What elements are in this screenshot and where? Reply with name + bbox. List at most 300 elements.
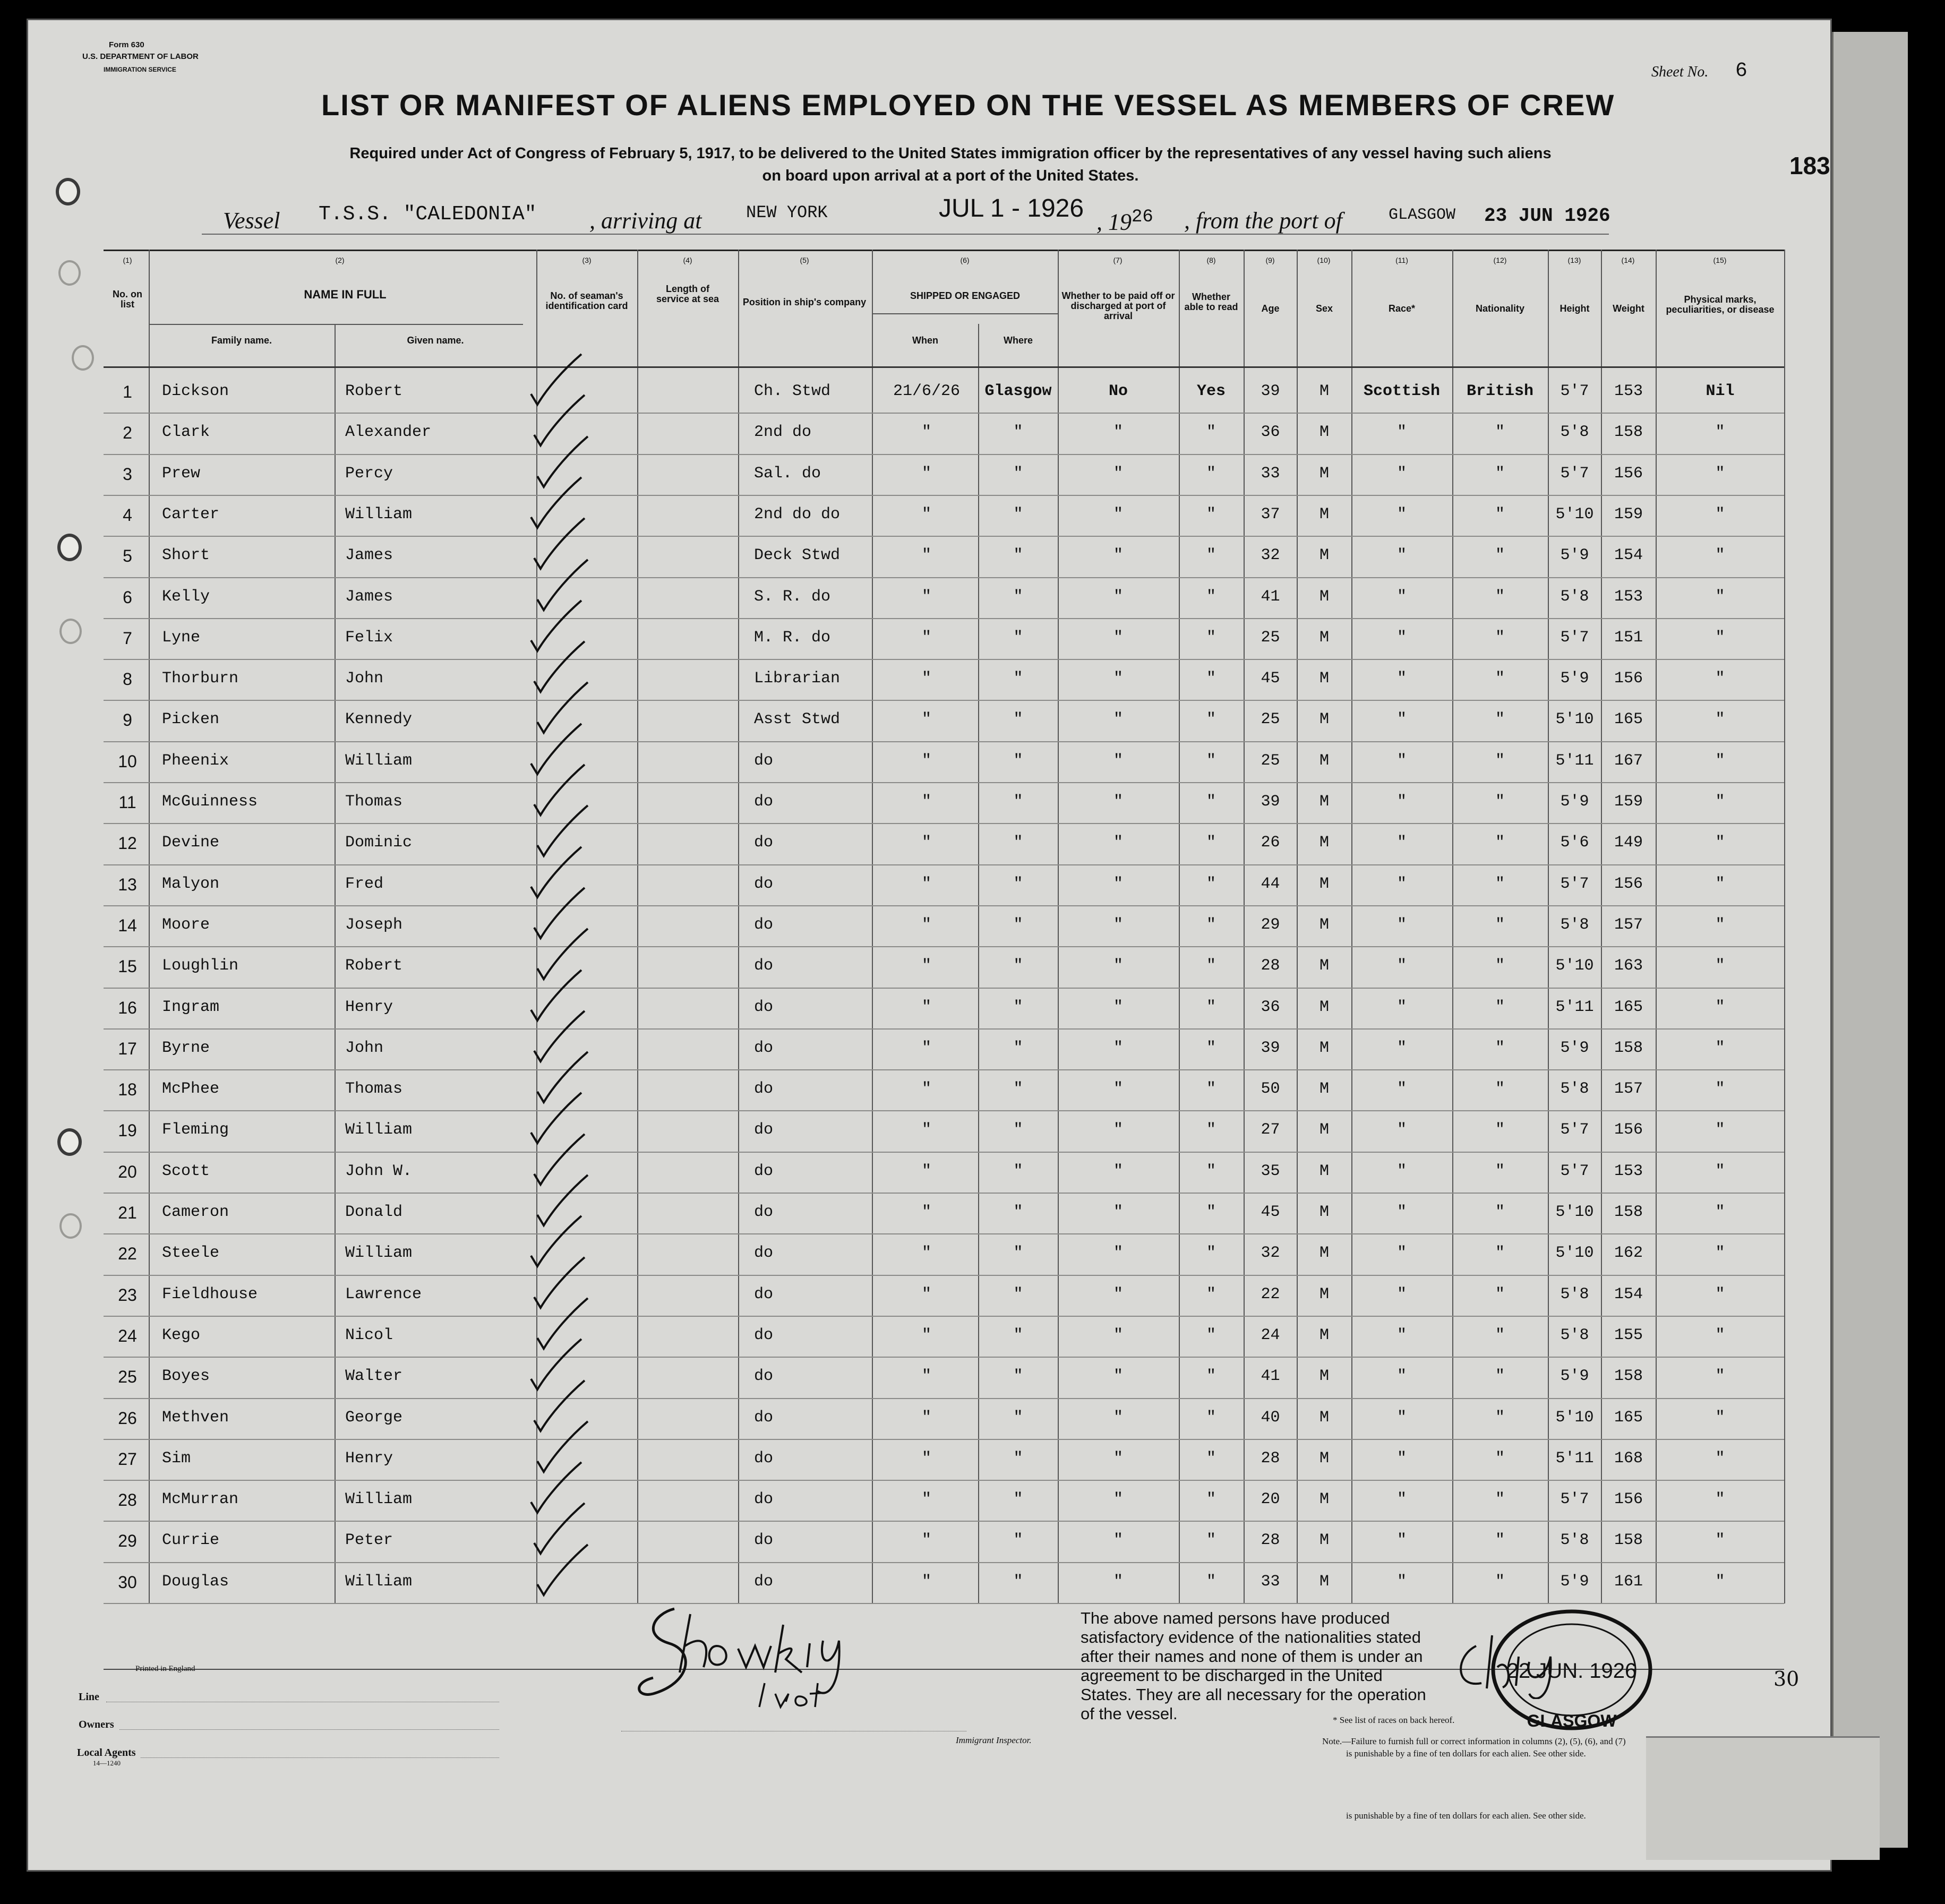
table-row — [0, 946, 1945, 987]
cell-paid: " — [1113, 915, 1123, 934]
cell-when: " — [921, 1572, 931, 1591]
col-num: (11) — [1395, 256, 1408, 264]
form-number: Form 630 — [109, 40, 144, 49]
cell-age: 26 — [1261, 834, 1280, 852]
cell-no: 3 — [123, 464, 132, 484]
penalty-note-1: Note.—Failure to furnish full or correct information in columns (2), (5), (6), and (7) — [1322, 1736, 1626, 1746]
table-row — [0, 988, 1945, 1028]
cell-when: " — [921, 670, 931, 688]
cell-age: 27 — [1261, 1121, 1280, 1139]
cell-height: 5'10 — [1555, 1203, 1594, 1221]
cell-weight: 158 — [1614, 1531, 1643, 1550]
cell-read: " — [1206, 1531, 1216, 1550]
cell-height: 5'7 — [1560, 464, 1589, 483]
cell-no: 1 — [123, 382, 132, 401]
cell-nationality: " — [1495, 670, 1505, 688]
inspector-signature-text — [669, 1603, 672, 1604]
cell-nationality: " — [1495, 1408, 1505, 1427]
col-header-length-service: Length of service at sea — [656, 284, 719, 304]
cell-paid: " — [1113, 710, 1123, 729]
cell-height: 5'8 — [1560, 423, 1589, 442]
cell-family: Fleming — [162, 1121, 229, 1139]
cell-sex: M — [1319, 915, 1329, 934]
cell-read: " — [1206, 751, 1216, 770]
cell-age: 24 — [1261, 1326, 1280, 1344]
cell-weight: 158 — [1614, 1203, 1643, 1221]
cell-sex: M — [1319, 1244, 1329, 1263]
cell-sex: M — [1319, 587, 1329, 606]
cell-nationality: " — [1495, 1326, 1505, 1344]
cell-marks: " — [1715, 587, 1725, 606]
cell-sex: M — [1319, 505, 1329, 524]
cell-age: 28 — [1261, 1449, 1280, 1468]
cell-marks: " — [1715, 1326, 1725, 1344]
binder-hole — [58, 260, 81, 286]
col-num: (5) — [800, 256, 809, 264]
cell-height: 5'8 — [1560, 915, 1589, 934]
cell-height: 5'8 — [1560, 1326, 1589, 1344]
cell-given: James — [345, 587, 393, 606]
cell-family: McPhee — [162, 1080, 220, 1099]
cell-marks: " — [1715, 998, 1725, 1016]
cell-age: 41 — [1261, 587, 1280, 606]
cell-sex: M — [1319, 874, 1329, 893]
cell-when: " — [921, 628, 931, 647]
cell-where: " — [1013, 957, 1023, 975]
cell-race: " — [1396, 998, 1407, 1016]
cell-when: " — [921, 957, 931, 975]
stamp-date-text: 22 JUN. 1926 — [1506, 1659, 1637, 1683]
consul-signature — [1444, 1625, 1572, 1699]
cell-family: Devine — [162, 834, 220, 852]
cell-age: 33 — [1261, 464, 1280, 483]
service-name: IMMIGRATION SERVICE — [104, 66, 176, 73]
cell-when: " — [921, 1121, 931, 1139]
cell-marks: " — [1715, 957, 1725, 975]
cell-race: " — [1396, 751, 1407, 770]
cell-weight: 156 — [1614, 1121, 1643, 1139]
owners-label: Owners — [79, 1719, 114, 1730]
table-row — [0, 1275, 1945, 1315]
cell-nationality: " — [1495, 464, 1505, 483]
cell-position: do — [754, 957, 774, 975]
cell-position: do — [754, 1326, 774, 1344]
cell-height: 5'9 — [1560, 1572, 1589, 1591]
cell-given: Thomas — [345, 1080, 403, 1099]
cell-height: 5'10 — [1555, 710, 1594, 729]
col-header-shipped-engaged: SHIPPED OR ENGAGED — [910, 290, 1021, 301]
cell-marks: " — [1715, 1162, 1725, 1180]
cell-family: Currie — [162, 1531, 220, 1550]
cell-where: " — [1013, 1285, 1023, 1303]
cell-no: 4 — [123, 505, 132, 525]
arriving-label: , arriving at — [589, 208, 702, 234]
cell-sex: M — [1319, 382, 1329, 400]
cell-family: Prew — [162, 464, 201, 483]
form-code: 14—1240 — [93, 1759, 121, 1767]
cell-height: 5'9 — [1560, 1367, 1589, 1386]
cell-nationality: British — [1466, 382, 1534, 400]
cell-weight: 159 — [1614, 505, 1643, 524]
cell-height: 5'10 — [1555, 505, 1594, 524]
cell-where: " — [1013, 1162, 1023, 1180]
cell-nationality: " — [1495, 423, 1505, 442]
year-suffix: 26 — [1132, 207, 1153, 227]
cell-nationality: " — [1495, 1449, 1505, 1468]
cell-given: James — [345, 546, 393, 565]
cell-where: " — [1013, 1080, 1023, 1099]
cell-when: " — [921, 423, 931, 442]
cell-where: " — [1013, 1326, 1023, 1344]
agents-rule — [141, 1757, 499, 1758]
col-num: (13) — [1567, 256, 1581, 264]
cell-family: Moore — [162, 915, 210, 934]
cell-where: " — [1013, 1408, 1023, 1427]
cell-no: 8 — [123, 670, 132, 689]
cell-nationality: " — [1495, 1121, 1505, 1139]
cell-race: " — [1396, 546, 1407, 565]
cell-read: " — [1206, 464, 1216, 483]
cell-weight: 161 — [1614, 1572, 1643, 1591]
cell-marks: " — [1715, 1121, 1725, 1139]
cell-read: " — [1206, 957, 1216, 975]
cell-age: 32 — [1261, 546, 1280, 565]
cell-weight: 157 — [1614, 1080, 1643, 1099]
cell-family: Dickson — [162, 382, 229, 400]
cell-marks: " — [1715, 505, 1725, 524]
cell-marks: " — [1715, 423, 1725, 442]
penalty-note-3: is punishable by a fine of ten dollars for each alien. See other side. — [1346, 1811, 1586, 1821]
cell-height: 5'8 — [1560, 1285, 1589, 1303]
col-num: (4) — [683, 256, 692, 264]
cell-position: do — [754, 1121, 774, 1139]
col-header-able-to-read: Whether able to read — [1184, 291, 1238, 312]
crew-count-note: 30 — [1773, 1667, 1800, 1691]
cell-position: do — [754, 1408, 774, 1427]
cell-family: McGuinness — [162, 793, 258, 811]
cell-weight: 165 — [1614, 710, 1643, 729]
year-prefix: , 19 — [1096, 209, 1132, 235]
cell-nationality: " — [1495, 1244, 1505, 1263]
stamp-place-text: GLASGOW — [1527, 1711, 1617, 1730]
cell-given: Alexander — [345, 423, 432, 442]
cell-paid: " — [1113, 546, 1123, 565]
cell-sex: M — [1319, 834, 1329, 852]
cell-race: " — [1396, 1039, 1407, 1057]
cell-marks: " — [1715, 1244, 1725, 1263]
cell-no: 29 — [118, 1531, 137, 1551]
cell-height: 5'11 — [1555, 751, 1594, 770]
cell-where: " — [1013, 628, 1023, 647]
cell-family: Picken — [162, 710, 220, 729]
cell-no: 16 — [118, 998, 137, 1017]
cell-paid: " — [1113, 874, 1123, 893]
cell-paid: " — [1113, 1203, 1123, 1221]
cell-given: Percy — [345, 464, 393, 483]
cell-family: Sim — [162, 1449, 191, 1468]
cell-age: 39 — [1261, 1039, 1280, 1057]
cell-read: " — [1206, 587, 1216, 606]
table-row — [0, 1193, 1945, 1233]
cell-where: " — [1013, 587, 1023, 606]
col-header-when: When — [912, 335, 938, 346]
cell-when: " — [921, 1203, 931, 1221]
cell-read: " — [1206, 1080, 1216, 1099]
table-row — [0, 1316, 1945, 1356]
cell-marks: " — [1715, 1531, 1725, 1550]
cell-when: " — [921, 710, 931, 729]
cell-height: 5'10 — [1555, 1408, 1594, 1427]
table-row — [0, 1357, 1945, 1397]
cell-race: " — [1396, 670, 1407, 688]
year-label — [1096, 207, 1153, 236]
cell-race: " — [1396, 423, 1407, 442]
cell-given: Peter — [345, 1531, 393, 1550]
check-mark-icon — [532, 1542, 590, 1600]
cell-weight: 162 — [1614, 1244, 1643, 1263]
cell-when: 21/6/26 — [893, 382, 961, 400]
cell-paid: " — [1113, 1244, 1123, 1263]
cell-position: do — [754, 1080, 774, 1099]
cell-family: Cameron — [162, 1203, 229, 1221]
cell-no: 26 — [118, 1408, 137, 1428]
cell-given: Dominic — [345, 834, 413, 852]
cell-position: do — [754, 1162, 774, 1180]
cell-family: Steele — [162, 1244, 220, 1263]
cell-when: " — [921, 505, 931, 524]
cell-where: " — [1013, 998, 1023, 1016]
table-row — [0, 1398, 1945, 1438]
cell-where: " — [1013, 751, 1023, 770]
cell-where: " — [1013, 915, 1023, 934]
cell-sex: M — [1319, 751, 1329, 770]
cell-height: 5'8 — [1560, 1531, 1589, 1550]
cell-read: " — [1206, 1408, 1216, 1427]
manifest-title: LIST OR MANIFEST OF ALIENS EMPLOYED ON THE VESSEL AS MEMBERS OF CREW — [321, 88, 1615, 122]
cell-sex: M — [1319, 957, 1329, 975]
cell-family: Ingram — [162, 998, 220, 1016]
col-header-name-in-full: NAME IN FULL — [304, 288, 387, 301]
cell-sex: M — [1319, 710, 1329, 729]
cell-given: William — [345, 1572, 413, 1591]
table-row — [0, 413, 1945, 453]
cell-marks: Nil — [1706, 382, 1735, 400]
cell-given: Felix — [345, 628, 393, 647]
cell-race: Scottish — [1363, 382, 1441, 400]
cell-paid: " — [1113, 957, 1123, 975]
cell-read: " — [1206, 1285, 1216, 1303]
cell-given: Donald — [345, 1203, 403, 1221]
table-row — [0, 1110, 1945, 1151]
col-header-given-name: Given name. — [407, 335, 464, 346]
printed-in-england: Printed in England — [135, 1665, 195, 1673]
cell-weight: 158 — [1614, 1367, 1643, 1386]
cell-when: " — [921, 874, 931, 893]
col-num: (9) — [1265, 256, 1275, 264]
cell-age: 28 — [1261, 1531, 1280, 1550]
from-port-label: , from the port of — [1184, 208, 1342, 234]
cell-sex: M — [1319, 793, 1329, 811]
table-row — [0, 495, 1945, 535]
col-header-age: Age — [1261, 303, 1280, 314]
cell-position: 2nd do — [754, 423, 812, 442]
cell-given: Lawrence — [345, 1285, 422, 1303]
cell-read: " — [1206, 423, 1216, 442]
cell-paid: No — [1108, 382, 1128, 400]
cell-nationality: " — [1495, 505, 1505, 524]
table-row — [0, 905, 1945, 946]
cell-weight: 167 — [1614, 751, 1643, 770]
cell-height: 5'7 — [1560, 628, 1589, 647]
cell-sex: M — [1319, 546, 1329, 565]
cell-race: " — [1396, 1490, 1407, 1509]
cell-age: 39 — [1261, 382, 1280, 400]
cell-when: " — [921, 1531, 931, 1550]
cell-no: 10 — [118, 751, 137, 771]
cell-when: " — [921, 1039, 931, 1057]
cell-paid: " — [1113, 1080, 1123, 1099]
cell-sex: M — [1319, 464, 1329, 483]
cell-no: 12 — [118, 834, 137, 853]
table-row — [0, 1069, 1945, 1110]
table-row — [0, 1152, 1945, 1192]
col-header-paid-off: Whether to be paid off or discharged at port of arrival — [1061, 290, 1175, 321]
cell-height: 5'9 — [1560, 793, 1589, 811]
cell-position: do — [754, 751, 774, 770]
cell-race: " — [1396, 1244, 1407, 1263]
table-row — [0, 536, 1945, 576]
cell-age: 50 — [1261, 1080, 1280, 1099]
cell-where: " — [1013, 1244, 1023, 1263]
cell-marks: " — [1715, 710, 1725, 729]
cell-race: " — [1396, 793, 1407, 811]
cell-when: " — [921, 915, 931, 934]
cell-read: " — [1206, 710, 1216, 729]
col-header-height: Height — [1560, 303, 1590, 314]
cell-position: do — [754, 874, 774, 893]
cell-family: McMurran — [162, 1490, 239, 1509]
cell-when: " — [921, 1162, 931, 1180]
cell-family: Boyes — [162, 1367, 210, 1386]
cell-family: Scott — [162, 1162, 210, 1180]
cell-paid: " — [1113, 1162, 1123, 1180]
cell-position: do — [754, 1449, 774, 1468]
cell-family: Carter — [162, 505, 220, 524]
cell-where: " — [1013, 1039, 1023, 1057]
cell-read: " — [1206, 1367, 1216, 1386]
cell-no: 21 — [118, 1203, 137, 1222]
cell-sex: M — [1319, 1367, 1329, 1386]
cell-nationality: " — [1495, 1203, 1505, 1221]
cell-position: 2nd do do — [754, 505, 841, 524]
cell-read: " — [1206, 874, 1216, 893]
cell-family: Pheenix — [162, 751, 229, 770]
cell-race: " — [1396, 874, 1407, 893]
cell-marks: " — [1715, 1285, 1725, 1303]
cell-nationality: " — [1495, 957, 1505, 975]
cell-weight: 156 — [1614, 1490, 1643, 1509]
cell-sex: M — [1319, 1449, 1329, 1468]
cell-height: 5'10 — [1555, 1244, 1594, 1263]
cell-nationality: " — [1495, 1039, 1505, 1057]
cell-when: " — [921, 793, 931, 811]
cell-no: 2 — [123, 423, 132, 443]
col-num: (12) — [1493, 256, 1507, 264]
table-row — [0, 1521, 1945, 1561]
col-num: (2) — [335, 256, 345, 264]
cell-paid: " — [1113, 1449, 1123, 1468]
cell-no: 7 — [123, 628, 132, 648]
cell-position: do — [754, 1039, 774, 1057]
cell-where: " — [1013, 423, 1023, 442]
header-bottom-rule — [104, 366, 1784, 368]
cell-paid: " — [1113, 587, 1123, 606]
cell-sex: M — [1319, 423, 1329, 442]
cell-age: 36 — [1261, 423, 1280, 442]
cell-nationality: " — [1495, 1572, 1505, 1591]
table-row — [0, 864, 1945, 905]
cell-marks: " — [1715, 915, 1725, 934]
cell-race: " — [1396, 1367, 1407, 1386]
cell-weight: 151 — [1614, 628, 1643, 647]
cell-race: " — [1396, 1326, 1407, 1344]
subtitle-line-1: Required under Act of Congress of February 5, 1917, to be delivered to the United States immigration officer by the representatives of any vessel having such aliens — [349, 145, 1552, 162]
cell-age: 37 — [1261, 505, 1280, 524]
cell-when: " — [921, 998, 931, 1016]
owners-rule — [119, 1729, 499, 1730]
cell-weight: 158 — [1614, 423, 1643, 442]
cell-no: 28 — [118, 1490, 137, 1510]
cell-nationality: " — [1495, 1080, 1505, 1099]
cell-age: 22 — [1261, 1285, 1280, 1303]
cell-age: 32 — [1261, 1244, 1280, 1263]
cell-given: Fred — [345, 874, 384, 893]
col-num: (8) — [1206, 256, 1216, 264]
cell-sex: M — [1319, 1121, 1329, 1139]
table-row — [0, 700, 1945, 740]
col-header-family-name: Family name. — [211, 335, 272, 346]
col-header-where: Where — [1003, 335, 1033, 346]
table-row — [0, 1562, 1945, 1602]
col-num: (7) — [1113, 256, 1123, 264]
cell-marks: " — [1715, 1080, 1725, 1099]
cell-family: Methven — [162, 1408, 229, 1427]
cell-weight: 165 — [1614, 998, 1643, 1016]
cell-position: do — [754, 793, 774, 811]
cell-height: 5'7 — [1560, 1121, 1589, 1139]
table-row — [0, 454, 1945, 494]
cell-given: William — [345, 751, 413, 770]
cell-no: 5 — [123, 546, 132, 566]
cell-race: " — [1396, 587, 1407, 606]
col-num: (1) — [123, 256, 132, 264]
cell-when: " — [921, 1408, 931, 1427]
cell-where: " — [1013, 1121, 1023, 1139]
cell-given: George — [345, 1408, 403, 1427]
cell-nationality: " — [1495, 998, 1505, 1016]
cell-race: " — [1396, 464, 1407, 483]
penalty-note-2: is punishable by a fine of ten dollars for each alien. See other side. — [1346, 1748, 1586, 1759]
cell-nationality: " — [1495, 1285, 1505, 1303]
cell-position: do — [754, 1244, 774, 1263]
cell-where: Glasgow — [984, 382, 1052, 400]
col-header-physical-marks: Physical marks, peculiarities, or disease — [1666, 294, 1775, 315]
cell-weight: 155 — [1614, 1326, 1643, 1344]
cell-age: 25 — [1261, 710, 1280, 729]
sheet-number: 6 — [1735, 59, 1747, 82]
cell-position: do — [754, 1285, 774, 1303]
cell-family: Malyon — [162, 874, 220, 893]
